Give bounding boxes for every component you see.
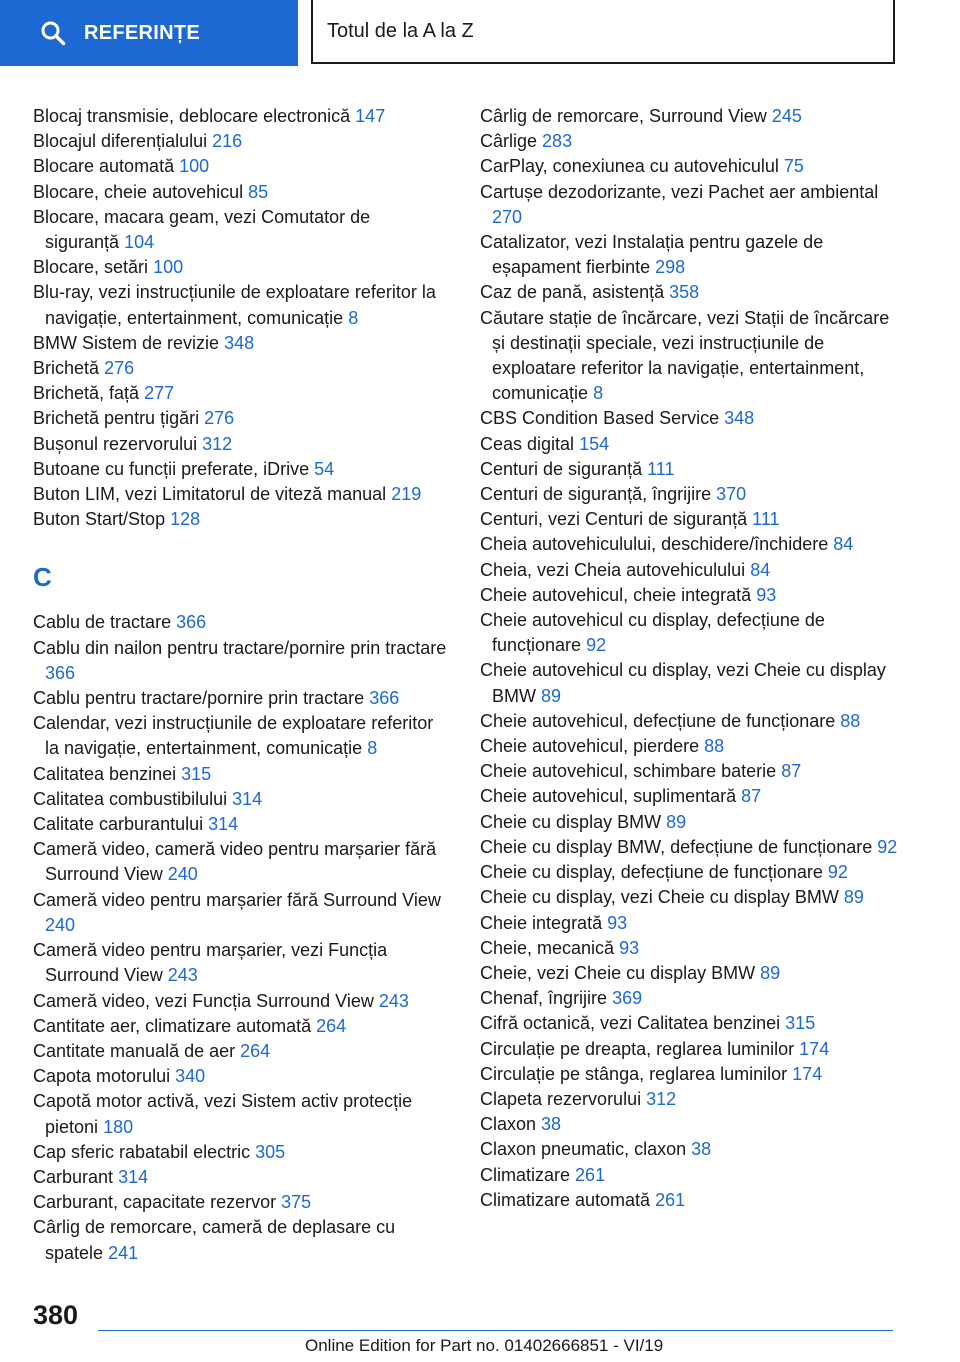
index-page-link[interactable]: 312	[202, 433, 233, 454]
index-page-link[interactable]: 369	[612, 988, 643, 1009]
index-entry	[33, 1064, 448, 1089]
index-page-link[interactable]: 315	[181, 763, 212, 784]
index-entry-text: Cheia autovehiculului, deschidere/închidere	[480, 534, 829, 555]
index-page-link[interactable]: 89	[666, 811, 687, 832]
index-entry	[480, 507, 900, 532]
index-entry-text: Cantitate manuală de aer	[33, 1040, 236, 1061]
index-page-link[interactable]: 8	[593, 383, 604, 404]
index-page-link[interactable]: 240	[167, 864, 198, 885]
index-page-link[interactable]: 84	[833, 534, 854, 555]
index-entry	[480, 230, 900, 280]
index-page-link[interactable]: 277	[144, 383, 175, 404]
index-entry-text: Calitatea combustibilului	[33, 788, 228, 809]
index-page-link[interactable]: 366	[369, 688, 400, 709]
index-entry-text: Cameră video pentru marșarier, vezi Funcția Surround View	[33, 940, 388, 986]
index-entry	[33, 1089, 448, 1139]
index-entry	[33, 104, 448, 129]
index-entry-text: Clapeta rezervorului	[480, 1088, 642, 1109]
index-entry-text: Brichetă pentru țigări	[33, 408, 200, 429]
index-page-link[interactable]: 314	[208, 814, 239, 835]
index-entry	[480, 1163, 900, 1188]
index-column-right	[480, 104, 900, 1213]
index-entry-text: Carburant	[33, 1166, 114, 1187]
index-page-link[interactable]: 174	[799, 1038, 830, 1059]
index-entry	[480, 1087, 900, 1112]
index-entry	[480, 558, 900, 583]
index-entry-text: Buton LIM, vezi Limitatorul de viteză manual	[33, 484, 387, 505]
index-entry-text: Cârlige	[480, 131, 538, 152]
index-page-link[interactable]: 8	[348, 307, 359, 328]
index-entry-text: Cârlig de remorcare, Surround View	[480, 106, 767, 126]
index-page-link[interactable]: 348	[224, 332, 255, 353]
index-entry-text: Blocare, setări	[33, 257, 149, 278]
index-page-link[interactable]: 38	[691, 1139, 712, 1160]
index-entry	[33, 1140, 448, 1165]
index-page-link[interactable]: 89	[541, 685, 562, 706]
index-entry	[33, 1165, 448, 1190]
index-page-link[interactable]: 243	[167, 965, 198, 986]
index-page-link[interactable]: 87	[781, 761, 802, 782]
index-page-link[interactable]: 276	[204, 408, 235, 429]
index-entry	[480, 860, 900, 885]
index-entry-text: Capota motorului	[33, 1066, 171, 1087]
index-entry	[480, 280, 900, 305]
index-entry	[480, 911, 900, 936]
index-entry-text: Cablu pentru tractare/pornire prin tractare	[33, 688, 365, 709]
index-page-link[interactable]: 283	[542, 131, 573, 152]
index-entry	[33, 432, 448, 457]
index-entry	[480, 961, 900, 986]
index-page-link[interactable]: 84	[750, 559, 771, 580]
index-entry-text: Blocare, cheie autovehicul	[33, 181, 244, 202]
index-entry-text: Cârlig de remorcare, cameră de deplasare cu spatele	[33, 1217, 396, 1263]
index-entry-text: Ceas digital	[480, 433, 575, 454]
index-entry-text: Blocare automată	[33, 156, 175, 177]
page-number: 380	[33, 1300, 79, 1330]
index-entry	[33, 1190, 448, 1215]
index-entry	[33, 610, 448, 635]
index-entry-text: Calendar, vezi instrucțiunile de exploatare referitor la navigație, entertainment, comunicație	[33, 713, 434, 759]
index-page-link[interactable]: 312	[646, 1088, 677, 1109]
index-entry-text: Cheie autovehicul, defecțiune de funcționare	[480, 710, 836, 731]
index-entry	[480, 104, 900, 129]
index-entry	[480, 986, 900, 1011]
index-entry	[480, 306, 900, 407]
index-page-link[interactable]: 298	[655, 257, 686, 278]
index-page-link[interactable]: 93	[619, 937, 640, 958]
index-page-link[interactable]: 261	[655, 1189, 686, 1210]
index-entry-text: Căutare stație de încărcare, vezi Stații de încărcare și destinații speciale, vezi instrucțiunile de exploatare referitor la navigație, entertainment, comunicație	[480, 307, 890, 404]
index-entry-text: Circulație pe stânga, reglarea luminilor	[480, 1063, 788, 1084]
index-page-link[interactable]: 174	[792, 1063, 823, 1084]
index-entry-text: Cap sferic rabatabil electric	[33, 1141, 251, 1162]
index-entry	[33, 1039, 448, 1064]
index-entry-text: Capotă motor activă, vezi Sistem activ protecție pietoni	[33, 1091, 413, 1137]
index-entry	[480, 658, 900, 708]
index-entry-text: Cheie autovehicul, suplimentară	[480, 786, 737, 807]
index-entry-text: Carburant, capacitate rezervor	[33, 1192, 277, 1213]
index-entry	[480, 1011, 900, 1036]
index-entry	[480, 1112, 900, 1137]
index-entry-text: Centuri de siguranță, îngrijire	[480, 484, 712, 505]
index-page-link[interactable]: 305	[255, 1141, 286, 1162]
index-entry	[33, 938, 448, 988]
index-page-link[interactable]: 128	[170, 509, 201, 530]
index-entry-text: Cablu de tractare	[33, 612, 172, 633]
index-entry	[33, 711, 448, 761]
index-entry	[33, 1014, 448, 1039]
index-entry-text: Blocaj transmisie, deblocare electronică	[33, 106, 351, 126]
index-page-link[interactable]: 104	[124, 232, 155, 253]
index-page-link[interactable]: 216	[212, 131, 243, 152]
index-page-link[interactable]: 85	[248, 181, 269, 202]
index-entry	[33, 280, 448, 330]
index-entry-text: Cheie integrată	[480, 912, 603, 933]
index-entry	[480, 1037, 900, 1062]
index-page-link[interactable]: 245	[771, 106, 802, 126]
index-entry	[33, 812, 448, 837]
index-page-link[interactable]: 92	[827, 862, 848, 883]
index-entry-text: CarPlay, conexiunea cu autovehiculul	[480, 156, 779, 177]
index-entry	[480, 1062, 900, 1087]
index-page-link[interactable]: 314	[232, 788, 263, 809]
index-entry	[480, 532, 900, 557]
index-entry	[33, 762, 448, 787]
index-entry	[33, 381, 448, 406]
index-entry-text: Cheie cu display, vezi Cheie cu display BMW	[480, 887, 839, 908]
index-entry-text: Blu-ray, vezi instrucțiunile de exploatare referitor la navigație, entertainment, comunicație	[33, 282, 436, 328]
index-entry	[480, 406, 900, 431]
index-entry	[33, 507, 448, 532]
index-entry	[480, 129, 900, 154]
index-entry	[33, 888, 448, 938]
index-entry-text: BMW Sistem de revizie	[33, 332, 220, 353]
index-entry-text: Calitatea benzinei	[33, 763, 177, 784]
index-page-link[interactable]: 93	[756, 584, 777, 605]
search-icon	[40, 20, 66, 46]
index-entry	[480, 608, 900, 658]
index-page-link[interactable]: 366	[176, 612, 207, 633]
index-entry-text: Cheie cu display BMW, defecțiune de funcționare	[480, 836, 873, 857]
index-entry	[33, 406, 448, 431]
index-entry-text: Cameră video, vezi Funcția Surround View	[33, 990, 374, 1011]
index-page-link[interactable]: 219	[391, 484, 422, 505]
index-entry	[33, 837, 448, 887]
index-page-link[interactable]: 241	[108, 1242, 139, 1263]
index-entry-text: Cheie autovehicul, cheie integrată	[480, 584, 752, 605]
index-entry-text: Claxon pneumatic, claxon	[480, 1139, 687, 1160]
index-entry	[33, 636, 448, 686]
index-entry-text: Bușonul rezervorului	[33, 433, 198, 454]
index-page-link[interactable]: 54	[314, 458, 335, 479]
index-entry-text: Cameră video pentru marșarier fără Surround View	[33, 889, 441, 910]
index-entry-text: Cablu din nailon pentru tractare/pornire prin tractare	[33, 637, 447, 658]
index-page-link[interactable]: 180	[103, 1116, 134, 1137]
index-page-link[interactable]: 358	[669, 282, 700, 303]
index-page-link[interactable]: 100	[179, 156, 210, 177]
index-page-link[interactable]: 243	[378, 990, 409, 1011]
footer-divider	[98, 1330, 893, 1331]
tab-a-to-z[interactable]	[311, 0, 895, 64]
index-page-link[interactable]: 314	[118, 1166, 149, 1187]
index-entry	[33, 129, 448, 154]
index-page-link[interactable]: 240	[45, 914, 76, 935]
index-entry-text: Centuri de siguranță	[480, 458, 643, 479]
index-entry	[480, 810, 900, 835]
index-entry	[33, 255, 448, 280]
index-entry-text: Cheie cu display BMW	[480, 811, 662, 832]
index-page-link[interactable]: 89	[760, 962, 781, 983]
index-entry-text: Cartușe dezodorizante, vezi Pachet aer ambiental	[480, 181, 879, 202]
index-entry-text: Cameră video, cameră video pentru marșarier fără Surround View	[33, 839, 437, 885]
index-page-link[interactable]: 154	[579, 433, 610, 454]
index-entry-text: Cheie autovehicul cu display, defecțiune de funcționare	[480, 610, 825, 656]
page-header	[0, 0, 960, 66]
index-letter-heading: C	[33, 562, 52, 593]
index-column-left	[33, 104, 448, 1266]
index-page-link[interactable]: 147	[355, 106, 386, 126]
index-entry-text: Cheie cu display, defecțiune de funcționare	[480, 862, 823, 883]
index-entry	[480, 784, 900, 809]
index-page-link[interactable]: 88	[840, 710, 861, 731]
index-entry	[33, 356, 448, 381]
index-entry	[480, 482, 900, 507]
index-entry	[33, 331, 448, 356]
index-entry	[480, 583, 900, 608]
index-page-link[interactable]: 93	[607, 912, 628, 933]
index-page-link[interactable]: 340	[175, 1066, 206, 1087]
index-entry-text: Brichetă, față	[33, 383, 140, 404]
index-entry	[480, 1188, 900, 1213]
index-entry	[33, 154, 448, 179]
index-entry	[480, 1137, 900, 1162]
index-entry	[33, 482, 448, 507]
index-page-link[interactable]: 38	[541, 1114, 562, 1135]
index-entry	[480, 936, 900, 961]
index-entry	[480, 457, 900, 482]
index-entry-text: Cantitate aer, climatizare automată	[33, 1015, 312, 1036]
index-page-link[interactable]: 315	[785, 1013, 816, 1034]
index-entry-text: Blocajul diferențialului	[33, 131, 208, 152]
index-page-link[interactable]: 264	[240, 1040, 271, 1061]
index-entry-text: Climatizare	[480, 1164, 571, 1185]
index-entry-text: Caz de pană, asistență	[480, 282, 665, 303]
index-page-link[interactable]: 111	[647, 458, 675, 479]
index-entry-text: Cifră octanică, vezi Calitatea benzinei	[480, 1013, 781, 1034]
index-page-link[interactable]: 75	[783, 156, 804, 177]
index-page-link[interactable]: 87	[741, 786, 762, 807]
index-page-link[interactable]: 8	[367, 738, 378, 759]
index-entry	[480, 835, 900, 860]
index-entry-text: Centuri, vezi Centuri de siguranță	[480, 509, 748, 530]
index-entry	[33, 989, 448, 1014]
tab-a-to-z-label: Totul de la A la Z	[327, 19, 474, 42]
index-page-link[interactable]: 88	[704, 736, 725, 757]
index-page-link[interactable]: 89	[843, 887, 864, 908]
index-page-link[interactable]: 370	[716, 484, 747, 505]
index-entry	[33, 1215, 448, 1265]
index-entry-text: Chenaf, îngrijire	[480, 988, 608, 1009]
index-entry	[33, 787, 448, 812]
index-page-link[interactable]: 375	[281, 1192, 312, 1213]
tab-references[interactable]	[0, 0, 298, 66]
index-page-link[interactable]: 348	[724, 408, 755, 429]
index-entry-text: Cheia, vezi Cheia autovehiculului	[480, 559, 746, 580]
index-entry-text: Blocare, macara geam, vezi Comutator de siguranță	[33, 206, 371, 253]
index-page-link[interactable]: 264	[316, 1015, 347, 1036]
index-entry-text: Cheie autovehicul, schimbare baterie	[480, 761, 777, 782]
index-entry-text: CBS Condition Based Service	[480, 408, 720, 429]
index-entry-text: Cheie autovehicul cu display, vezi Cheie cu display BMW	[480, 660, 886, 706]
index-page-link[interactable]: 111	[752, 509, 780, 530]
footer-edition: Online Edition for Part no. 01402666851 - VI/19	[305, 1336, 664, 1355]
index-entry	[480, 432, 900, 457]
index-page-link[interactable]: 261	[575, 1164, 606, 1185]
index-entry	[480, 154, 900, 179]
index-entry-text: Calitate carburantului	[33, 814, 204, 835]
index-entry	[480, 759, 900, 784]
index-entry-text: Butoane cu funcții preferate, iDrive	[33, 458, 310, 479]
index-entry-text: Climatizare automată	[480, 1189, 651, 1210]
index-entry-text: Cheie, vezi Cheie cu display BMW	[480, 962, 756, 983]
index-entry-text: Circulație pe dreapta, reglarea luminilor	[480, 1038, 795, 1059]
index-page-link[interactable]: 270	[492, 206, 523, 227]
index-entry	[33, 205, 448, 255]
index-entry-text: Claxon	[480, 1114, 537, 1135]
index-entry	[480, 709, 900, 734]
index-page-link[interactable]: 276	[104, 358, 135, 379]
index-page-link[interactable]: 92	[877, 836, 898, 857]
index-entry	[33, 457, 448, 482]
index-entry	[480, 734, 900, 759]
index-page-link[interactable]: 92	[586, 635, 607, 656]
index-entry	[33, 180, 448, 205]
index-page-link[interactable]: 100	[153, 257, 184, 278]
index-entry	[480, 885, 900, 910]
index-page-link[interactable]: 366	[45, 662, 76, 683]
index-entry	[33, 686, 448, 711]
tab-references-label: REFERINȚE	[84, 21, 201, 44]
index-entry	[480, 180, 900, 230]
index-entry-text: Cheie, mecanică	[480, 937, 615, 958]
index-entry-text: Cheie autovehicul, pierdere	[480, 736, 700, 757]
index-entry-text: Brichetă	[33, 358, 100, 379]
index-entry-text: Catalizator, vezi Instalația pentru gazele de eșapament fierbinte	[480, 232, 824, 278]
index-entry-text: Buton Start/Stop	[33, 509, 166, 530]
